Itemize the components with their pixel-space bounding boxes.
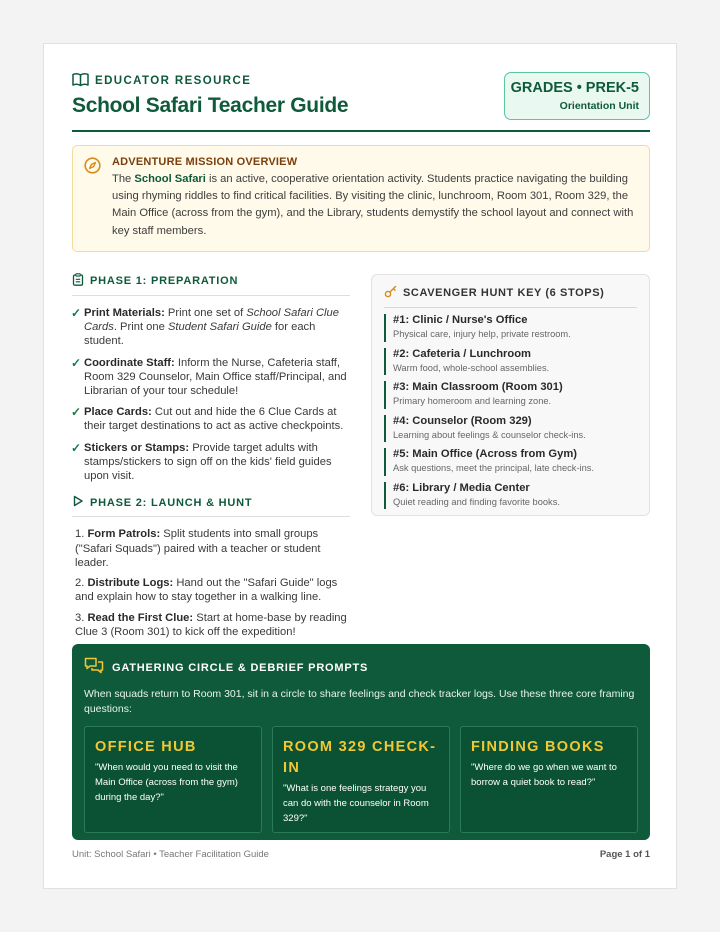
open-book-icon	[72, 72, 89, 90]
debrief-panel	[72, 644, 650, 840]
stop-item: #1: Clinic / Nurse's Office Physical care, injury help, private restroom.	[384, 314, 637, 342]
debrief-heading: GATHERING CIRCLE & DEBRIEF PROMPTS	[84, 657, 638, 679]
play-icon	[72, 495, 84, 510]
debrief-text: When squads return to Room 301, sit in a circle to share feelings and check tracker logs. Use these three core framing questions:	[84, 688, 635, 716]
clipboard-icon	[72, 273, 84, 289]
unit-label: Orientation Unit	[559, 100, 639, 112]
grade-badge	[504, 72, 650, 120]
eyebrow-text: EDUCATOR RESOURCE	[95, 75, 252, 87]
phases-column	[72, 273, 350, 645]
header	[72, 72, 650, 118]
list-item: 2. Distribute Logs: Hand out the "Safari Guide" logs and explain how to stay together in a walking line.	[75, 577, 338, 604]
list-item: ✓ Print Materials: Print one set of School Safari Clue Cards. Print one Student Safari Guide for each student.	[71, 306, 339, 348]
checkmark-icon: ✓	[71, 306, 82, 320]
header-divider	[72, 130, 650, 132]
key-icon	[384, 285, 397, 301]
checkmark-icon: ✓	[71, 355, 82, 370]
page-footer	[72, 849, 650, 860]
overview-text: The School Safari is an active, cooperative orientation activity. Students practice navigating the building using rhyming riddles to find critical facilities. By visiting the clinic, lunchroom, Room 301, Room 329, the Main Office (across from the gym), and the Library, students demystify the school layout and connect with key staff members.	[112, 173, 634, 237]
checkmark-icon: ✓	[71, 405, 82, 420]
list-item: ✓ Stickers or Stamps: Provide target adults with stamps/stickers to sign off on the kids' field guides upon visit.	[71, 440, 332, 483]
stop-item: #4: Counselor (Room 329) Learning about feelings & counselor check-ins.	[384, 415, 637, 443]
list-item: 1. Form Patrols: Split students into small groups ("Safari Squads") paired with a teacher or student leader.	[75, 528, 321, 569]
chat-bubbles-icon	[84, 657, 104, 679]
prompt-card: OFFICE HUB "When would you need to visit the Main Office (across from the gym) during the day?"	[84, 726, 262, 833]
prompt-cards	[84, 726, 638, 833]
list-item: 3. Read the First Clue: Start at home-base by reading Clue 3 (Room 301) to kick off the expedition!	[75, 611, 347, 639]
key-heading: SCAVENGER HUNT KEY (6 STOPS)	[384, 285, 637, 308]
phase1-heading: PHASE 1: PREPARATION	[72, 273, 350, 296]
stop-item: #2: Cafeteria / Lunchroom Warm food, whole-school assemblies.	[384, 348, 637, 376]
phase2-heading: PHASE 2: LAUNCH & HUNT	[72, 495, 350, 517]
prep-checklist	[72, 306, 350, 483]
page-number: Page 1 of 1	[599, 849, 650, 860]
guide-page	[43, 43, 677, 889]
stop-item: #5: Main Office (Across from Gym) Ask questions, meet the principal, late check-ins.	[384, 448, 637, 476]
compass-icon	[84, 157, 101, 179]
footer-unit: Unit: School Safari • Teacher Facilitation Guide	[72, 849, 269, 860]
list-item: ✓ Place Cards: Cut out and hide the 6 Clue Cards at their target destinations to act as active checkpoints.	[71, 405, 344, 433]
prompt-card: FINDING BOOKS "Where do we go when we want to borrow a quiet book to read?"	[460, 726, 638, 833]
stop-item: #6: Library / Media Center Quiet reading and finding favorite books.	[384, 482, 637, 510]
grade-range: GRADES • PREK-5	[510, 80, 639, 96]
checkmark-icon: ✓	[71, 440, 82, 455]
prompt-card: ROOM 329 CHECK-IN "What is one feelings strategy you can do with the counselor in Room 329?"	[272, 726, 450, 833]
overview-title: ADVENTURE MISSION OVERVIEW	[112, 156, 298, 168]
launch-steps	[72, 527, 350, 639]
list-item: ✓ Coordinate Staff: Inform the Nurse, Cafeteria staff, Room 329 Counselor, Main Office staff/Principal, and Librarian of your tour schedule!	[71, 355, 347, 398]
page-title: School Safari Teacher Guide	[72, 94, 349, 117]
stop-item: #3: Main Classroom (Room 301) Primary homeroom and learning zone.	[384, 381, 637, 409]
scavenger-key-card	[371, 274, 650, 516]
overview-callout	[72, 145, 650, 252]
